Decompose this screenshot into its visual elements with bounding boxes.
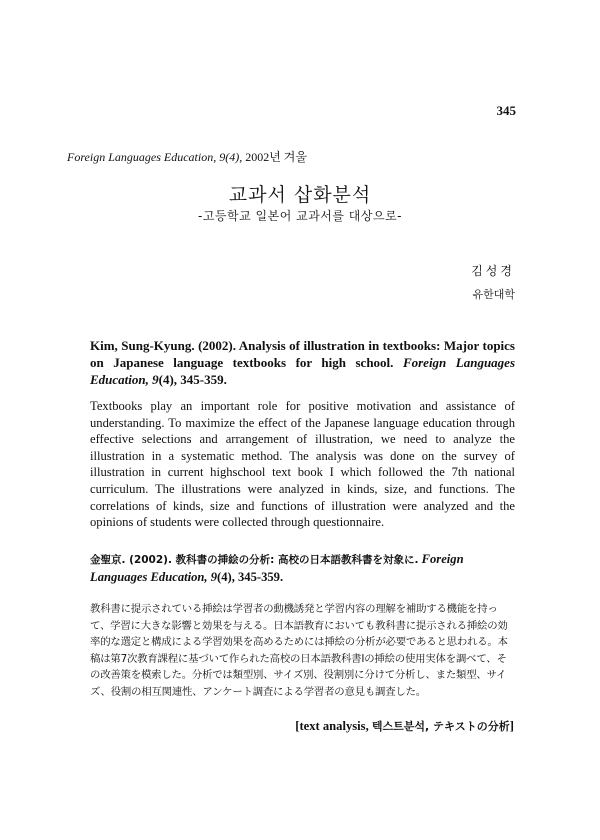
keywords-close: ] — [509, 719, 514, 733]
author-name: 김성경 — [471, 264, 515, 278]
english-abstract: Textbooks play an important role for positive motivation and assistance of understanding. To maximize the effect of the Japanese language education through effective selections and arrangement of illustration, we need to analyze the illustration in a systematic method. The analysis was done on the survey of illustration in current highschool text book I which followed the 7th national curriculum. The illustrations were analyzed in kinds, size, and functions. The correlations of kinds, size and functions of illustration were analyzed and the opinions of students were collected through questionnaire. — [90, 399, 515, 530]
english-citation — [90, 337, 515, 388]
page-number: 345 — [496, 103, 516, 118]
journal-volume: 9(4), — [219, 150, 243, 164]
japanese-abstract: 教科書に提示されている挿絵は学習者の動機誘発と学習内容の理解を補助する機能を持って、学習に大きな影響と効果を与える。日本語教育においても教科書に提示される挿絵の効率的な選定と構成による学習効果を高めるためには挿絵の分析が必要であると思われる。本稿は第7次教育課程に基づいて作られた高校の日本語教科書Ⅰの挿絵の使用実体を調べて、その改善策を模索した。分析では類型別、サイズ別、役割別に分けて分析し、また類型、サイズ、役割の相互関連性、アンケート調査による学習者の意見も調査した。 — [90, 603, 508, 698]
japanese-citation — [90, 551, 515, 585]
citation-text: Kim, Sung-Kyung. (2002). Analysis of illustration in textbooks: Major topics on Japanese language textbooks for high school. — [90, 338, 515, 370]
keywords-korean: 텍스트분석, — [371, 720, 434, 733]
keywords — [295, 718, 514, 734]
keywords-open: [text analysis, — [295, 719, 372, 733]
citation-rest: (4), 345-359. — [158, 372, 227, 387]
ja-citation-text: 金聖京. (2002). 教科書の挿絵の分析: 高校の日本語教科書を対象に. — [90, 554, 419, 566]
ja-citation-journal: Foreign Languages Education, 9 — [90, 552, 464, 584]
paper-title: 교과서 삽화분석 — [228, 184, 372, 206]
citation-journal: Foreign Languages Education, 9 — [90, 355, 516, 387]
paper-subtitle: -고등학교 일본어 교과서를 대상으로- — [198, 209, 402, 223]
journal-name: Foreign Languages Education, — [67, 150, 217, 164]
ja-citation-rest: (4), 345-359. — [217, 569, 284, 584]
keywords-japanese: テキストの分析 — [433, 720, 510, 733]
journal-year-season: 2002년 겨울 — [245, 150, 307, 164]
author-affiliation: 유한대학 — [472, 288, 515, 301]
journal-line — [67, 148, 307, 165]
